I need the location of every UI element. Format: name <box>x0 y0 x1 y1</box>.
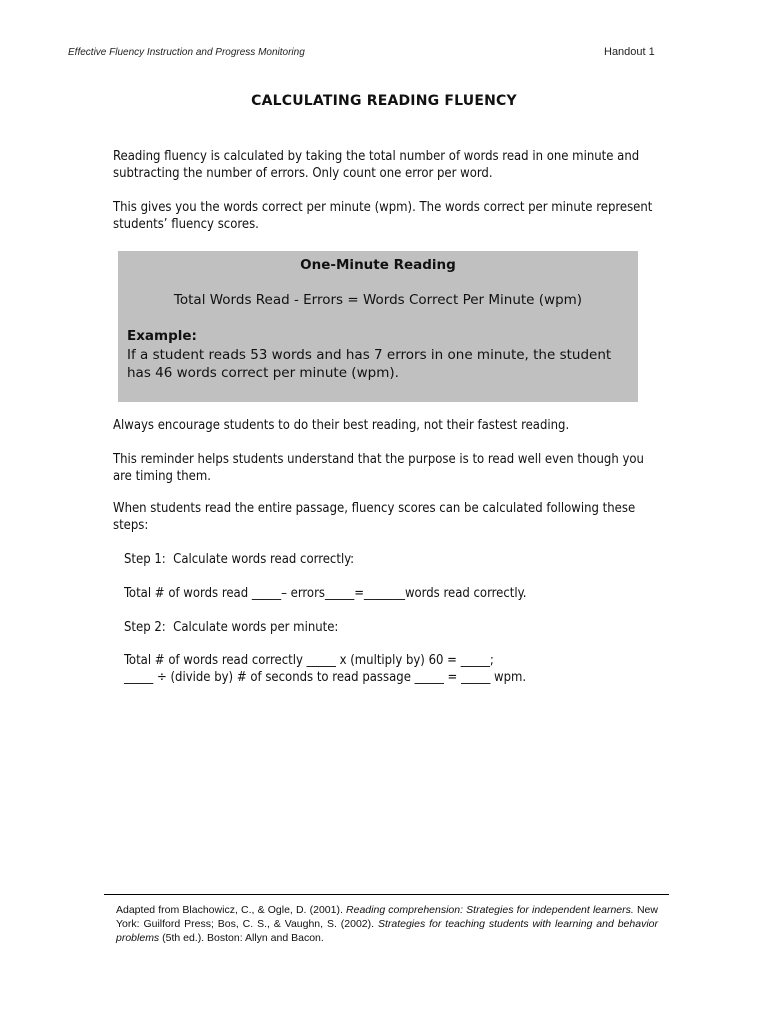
steps-intro-paragraph: When students read the entire passage, fluency scores can be calculated following these steps: <box>113 501 636 533</box>
citation-part-2: New York: Guilford Press; Bos, C. S., & Vaughn, S. (2002). <box>116 904 658 930</box>
intro-paragraph-1: Reading fluency is calculated by taking the total number of words read in one minute and subtracting the number of errors. Only count one error per word. <box>113 149 640 181</box>
citation-part-1: Adapted from Blachowicz, C., & Ogle, D. (2001). <box>116 904 347 916</box>
intro-paragraph-2: This gives you the words correct per minute (wpm). The words correct per minute represent students’ fluency scores. <box>113 200 653 232</box>
step-2-formula-line-1: Total # of words read correctly _____ x (multiply by) 60 = _____; <box>124 653 494 668</box>
example-label: Example: <box>127 328 197 344</box>
citation-title-1: Reading comprehension: Strategies for independent learners. <box>346 904 634 916</box>
citation-footer <box>116 903 658 945</box>
citation-title-2: Strategies for teaching students with learning and behavior problems <box>116 918 659 944</box>
example-text: If a student reads 53 words and has 7 errors in one minute, the student has 46 words correct per minute (wpm). <box>127 347 612 381</box>
citation-part-3: (5th ed.). Boston: Allyn and Bacon. <box>159 932 324 944</box>
page-title: CALCULATING READING FLUENCY <box>251 93 517 109</box>
running-header-title: Effective Fluency Instruction and Progress Monitoring <box>68 47 305 58</box>
step-1-label: Step 1: Calculate words read correctly: <box>124 552 355 567</box>
step-2-formula-line-2: _____ ÷ (divide by) # of seconds to read passage _____ = _____ wpm. <box>124 670 527 685</box>
step-2-label: Step 2: Calculate words per minute: <box>124 620 339 635</box>
fluency-formula: Total Words Read - Errors = Words Correct Per Minute (wpm) <box>173 292 583 308</box>
footer-divider <box>104 894 669 895</box>
handout-number: Handout 1 <box>604 46 655 58</box>
step-1-formula: Total # of words read _____– errors_____=_______words read correctly. <box>124 586 527 601</box>
reminder-paragraph: This reminder helps students understand that the purpose is to read well even though you are timing them. <box>113 452 644 484</box>
one-minute-reading-box <box>118 251 638 402</box>
encouragement-paragraph: Always encourage students to do their best reading, not their fastest reading. <box>113 418 570 433</box>
box-title: One-Minute Reading <box>300 257 456 273</box>
